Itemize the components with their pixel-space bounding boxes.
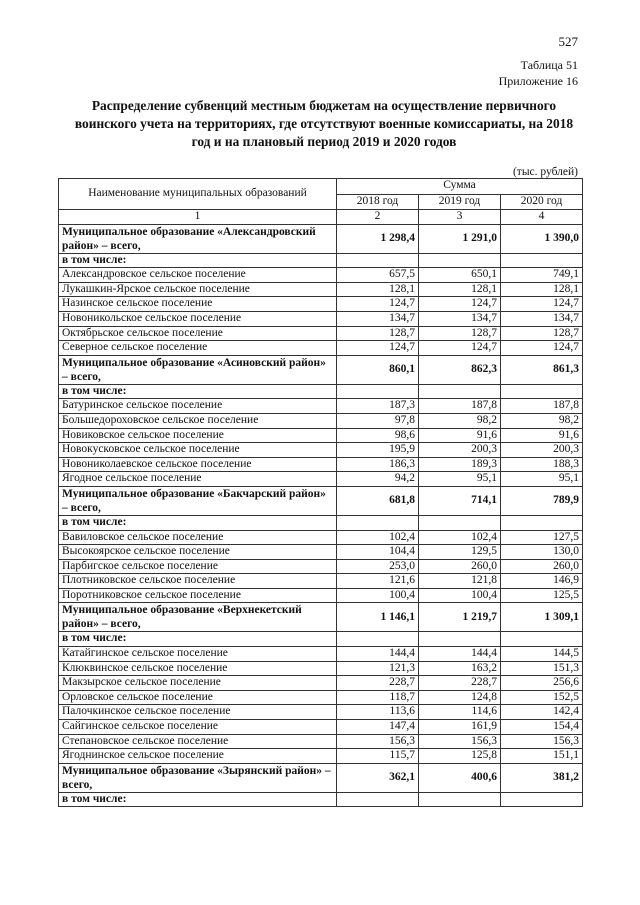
settlement-value: 146,9 — [501, 574, 583, 589]
district-total-value: 789,9 — [501, 486, 583, 515]
settlement-value: 253,0 — [337, 559, 419, 574]
settlement-row — [59, 720, 583, 735]
district-total-row — [59, 224, 583, 253]
settlement-value: 128,7 — [501, 326, 583, 341]
settlement-row — [59, 297, 583, 312]
settlement-value: 98,2 — [501, 413, 583, 428]
settlement-value: 151,1 — [501, 749, 583, 764]
settlement-value: 98,6 — [337, 428, 419, 443]
settlement-row — [59, 559, 583, 574]
settlement-row — [59, 282, 583, 297]
including-label: в том числе: — [59, 792, 337, 807]
settlement-row — [59, 472, 583, 487]
settlement-value: 161,9 — [419, 720, 501, 735]
empty-cell — [337, 792, 419, 807]
settlement-name: Новоникольское сельское поселение — [59, 311, 337, 326]
column-header-year: 2018 год — [337, 194, 419, 210]
settlement-name: Новокусковское сельское поселение — [59, 443, 337, 458]
appendix-label: Приложение 16 — [498, 74, 578, 88]
settlement-name: Степановское сельское поселение — [59, 734, 337, 749]
empty-cell — [419, 253, 501, 268]
settlement-value: 144,4 — [337, 647, 419, 662]
settlement-value: 128,7 — [337, 326, 419, 341]
including-row — [59, 792, 583, 807]
settlement-value: 124,7 — [337, 341, 419, 356]
empty-cell — [337, 632, 419, 647]
including-label: в том числе: — [59, 632, 337, 647]
settlement-row — [59, 268, 583, 283]
district-name: Муниципальное образование «Зырянский район» – всего, — [59, 763, 337, 792]
settlement-value: 156,3 — [501, 734, 583, 749]
settlement-value: 100,4 — [419, 588, 501, 603]
settlement-value: 127,5 — [501, 530, 583, 545]
district-total-value: 862,3 — [419, 355, 501, 384]
including-label: в том числе: — [59, 384, 337, 399]
settlement-name: Александровское сельское поселение — [59, 268, 337, 283]
settlement-value: 121,6 — [337, 574, 419, 589]
settlement-name: Октябрьское сельское поселение — [59, 326, 337, 341]
empty-cell — [337, 384, 419, 399]
district-name: Муниципальное образование «Александровский район» – всего, — [59, 224, 337, 253]
settlement-value: 102,4 — [337, 530, 419, 545]
settlement-name: Плотниковское сельское поселение — [59, 574, 337, 589]
including-row — [59, 632, 583, 647]
column-number: 3 — [419, 210, 501, 225]
settlement-value: 98,2 — [419, 413, 501, 428]
settlement-value: 128,7 — [419, 326, 501, 341]
settlement-value: 118,7 — [337, 690, 419, 705]
settlement-row — [59, 341, 583, 356]
settlement-value: 188,3 — [501, 457, 583, 472]
settlement-value: 187,8 — [419, 399, 501, 414]
settlement-name: Орловское сельское поселение — [59, 690, 337, 705]
district-total-value: 861,3 — [501, 355, 583, 384]
empty-cell — [501, 792, 583, 807]
settlement-value: 228,7 — [419, 676, 501, 691]
column-number: 1 — [59, 210, 337, 225]
district-total-value: 714,1 — [419, 486, 501, 515]
empty-cell — [501, 515, 583, 530]
settlement-value: 124,7 — [501, 341, 583, 356]
settlement-name: Сайгинское сельское поселение — [59, 720, 337, 735]
settlement-value: 121,3 — [337, 661, 419, 676]
settlement-name: Клюквинское сельское поселение — [59, 661, 337, 676]
including-label: в том числе: — [59, 515, 337, 530]
settlement-name: Парбигское сельское поселение — [59, 559, 337, 574]
settlement-value: 260,0 — [419, 559, 501, 574]
settlement-value: 104,4 — [337, 545, 419, 560]
settlement-name: Батуринское сельское поселение — [59, 399, 337, 414]
empty-cell — [501, 384, 583, 399]
settlement-value: 128,1 — [337, 282, 419, 297]
settlement-value: 187,3 — [337, 399, 419, 414]
settlement-row — [59, 749, 583, 764]
settlement-name: Лукашкин-Ярское сельское поселение — [59, 282, 337, 297]
settlement-value: 121,8 — [419, 574, 501, 589]
subventions-table — [58, 178, 583, 807]
column-number: 4 — [501, 210, 583, 225]
settlement-value: 151,3 — [501, 661, 583, 676]
column-header-year: 2019 год — [419, 194, 501, 210]
empty-cell — [419, 515, 501, 530]
settlement-row — [59, 676, 583, 691]
settlement-value: 125,8 — [419, 749, 501, 764]
including-label: в том числе: — [59, 253, 337, 268]
district-total-value: 400,6 — [419, 763, 501, 792]
settlement-name: Высокоярское сельское поселение — [59, 545, 337, 560]
settlement-row — [59, 734, 583, 749]
district-total-row — [59, 355, 583, 384]
settlement-value: 260,0 — [501, 559, 583, 574]
units-note: (тыс. рублей) — [512, 166, 578, 178]
settlement-value: 102,4 — [419, 530, 501, 545]
settlement-value: 154,4 — [501, 720, 583, 735]
settlement-row — [59, 588, 583, 603]
settlement-value: 95,1 — [419, 472, 501, 487]
settlement-name: Поротниковское сельское поселение — [59, 588, 337, 603]
settlement-row — [59, 545, 583, 560]
settlement-value: 124,7 — [501, 297, 583, 312]
document-title: Распределение субвенций местным бюджетам на осуществление первичного воинского учета на территориях, где отсутствуют военные комиссариаты, на 2018 год и на плановый период 2019 и 2020 годов — [74, 98, 574, 149]
settlement-name: Большедороховское сельское поселение — [59, 413, 337, 428]
settlement-value: 142,4 — [501, 705, 583, 720]
settlement-value: 129,5 — [419, 545, 501, 560]
settlement-row — [59, 399, 583, 414]
settlement-value: 124,7 — [337, 297, 419, 312]
settlement-value: 130,0 — [501, 545, 583, 560]
settlement-row — [59, 311, 583, 326]
settlement-value: 95,1 — [501, 472, 583, 487]
settlement-value: 134,7 — [501, 311, 583, 326]
settlement-value: 156,3 — [337, 734, 419, 749]
settlement-row — [59, 530, 583, 545]
settlement-row — [59, 443, 583, 458]
settlement-value: 657,5 — [337, 268, 419, 283]
settlement-value: 128,1 — [501, 282, 583, 297]
settlement-row — [59, 705, 583, 720]
settlement-row — [59, 413, 583, 428]
table-label: Таблица 51 — [520, 58, 578, 72]
settlement-value: 134,7 — [337, 311, 419, 326]
settlement-row — [59, 574, 583, 589]
district-name: Муниципальное образование «Верхнекетский район» – всего, — [59, 603, 337, 632]
settlement-name: Ягодное сельское поселение — [59, 472, 337, 487]
page-number: 527 — [558, 34, 578, 49]
settlement-value: 114,6 — [419, 705, 501, 720]
including-row — [59, 253, 583, 268]
district-total-value: 1 298,4 — [337, 224, 419, 253]
settlement-value: 94,2 — [337, 472, 419, 487]
empty-cell — [501, 253, 583, 268]
settlement-value: 749,1 — [501, 268, 583, 283]
settlement-value: 144,5 — [501, 647, 583, 662]
settlement-name: Палочкинское сельское поселение — [59, 705, 337, 720]
settlement-value: 195,9 — [337, 443, 419, 458]
settlement-value: 186,3 — [337, 457, 419, 472]
settlement-name: Северное сельское поселение — [59, 341, 337, 356]
settlement-value: 156,3 — [419, 734, 501, 749]
settlement-value: 228,7 — [337, 676, 419, 691]
settlement-value: 163,2 — [419, 661, 501, 676]
settlement-value: 91,6 — [419, 428, 501, 443]
settlement-name: Ягоднинское сельское поселение — [59, 749, 337, 764]
district-total-row — [59, 486, 583, 515]
settlement-value: 124,8 — [419, 690, 501, 705]
empty-cell — [501, 632, 583, 647]
column-header-sum: Сумма — [337, 179, 583, 195]
district-total-row — [59, 763, 583, 792]
settlement-value: 256,6 — [501, 676, 583, 691]
empty-cell — [337, 515, 419, 530]
settlement-value: 113,6 — [337, 705, 419, 720]
district-total-value: 362,1 — [337, 763, 419, 792]
district-total-value: 1 390,0 — [501, 224, 583, 253]
settlement-name: Катайгинское сельское поселение — [59, 647, 337, 662]
table-body — [59, 224, 583, 807]
settlement-value: 128,1 — [419, 282, 501, 297]
settlement-row — [59, 661, 583, 676]
empty-cell — [419, 384, 501, 399]
district-total-row — [59, 603, 583, 632]
settlement-value: 187,8 — [501, 399, 583, 414]
column-number: 2 — [337, 210, 419, 225]
district-total-value: 1 291,0 — [419, 224, 501, 253]
district-total-value: 681,8 — [337, 486, 419, 515]
empty-cell — [419, 792, 501, 807]
settlement-value: 125,5 — [501, 588, 583, 603]
settlement-value: 152,5 — [501, 690, 583, 705]
settlement-value: 200,3 — [501, 443, 583, 458]
district-total-value: 1 146,1 — [337, 603, 419, 632]
settlement-value: 100,4 — [337, 588, 419, 603]
settlement-name: Макзырское сельское поселение — [59, 676, 337, 691]
settlement-value: 200,3 — [419, 443, 501, 458]
district-name: Муниципальное образование «Бакчарский район» – всего, — [59, 486, 337, 515]
column-header-name: Наименование муниципальных образований — [59, 179, 337, 210]
settlement-value: 144,4 — [419, 647, 501, 662]
settlement-value: 134,7 — [419, 311, 501, 326]
district-total-value: 1 219,7 — [419, 603, 501, 632]
district-total-value: 381,2 — [501, 763, 583, 792]
settlement-name: Вавиловское сельское поселение — [59, 530, 337, 545]
settlement-value: 124,7 — [419, 297, 501, 312]
settlement-value: 97,8 — [337, 413, 419, 428]
district-total-value: 860,1 — [337, 355, 419, 384]
settlement-name: Назинское сельское поселение — [59, 297, 337, 312]
settlement-row — [59, 457, 583, 472]
settlement-row — [59, 647, 583, 662]
settlement-value: 650,1 — [419, 268, 501, 283]
settlement-value: 115,7 — [337, 749, 419, 764]
empty-cell — [337, 253, 419, 268]
settlement-value: 147,4 — [337, 720, 419, 735]
settlement-value: 91,6 — [501, 428, 583, 443]
settlement-row — [59, 428, 583, 443]
column-header-year: 2020 год — [501, 194, 583, 210]
settlement-name: Новониколаевское сельское поселение — [59, 457, 337, 472]
empty-cell — [419, 632, 501, 647]
district-total-value: 1 309,1 — [501, 603, 583, 632]
settlement-value: 124,7 — [419, 341, 501, 356]
including-row — [59, 384, 583, 399]
settlement-row — [59, 326, 583, 341]
district-name: Муниципальное образование «Асиновский район» – всего, — [59, 355, 337, 384]
including-row — [59, 515, 583, 530]
settlement-name: Новиковское сельское поселение — [59, 428, 337, 443]
settlement-value: 189,3 — [419, 457, 501, 472]
settlement-row — [59, 690, 583, 705]
